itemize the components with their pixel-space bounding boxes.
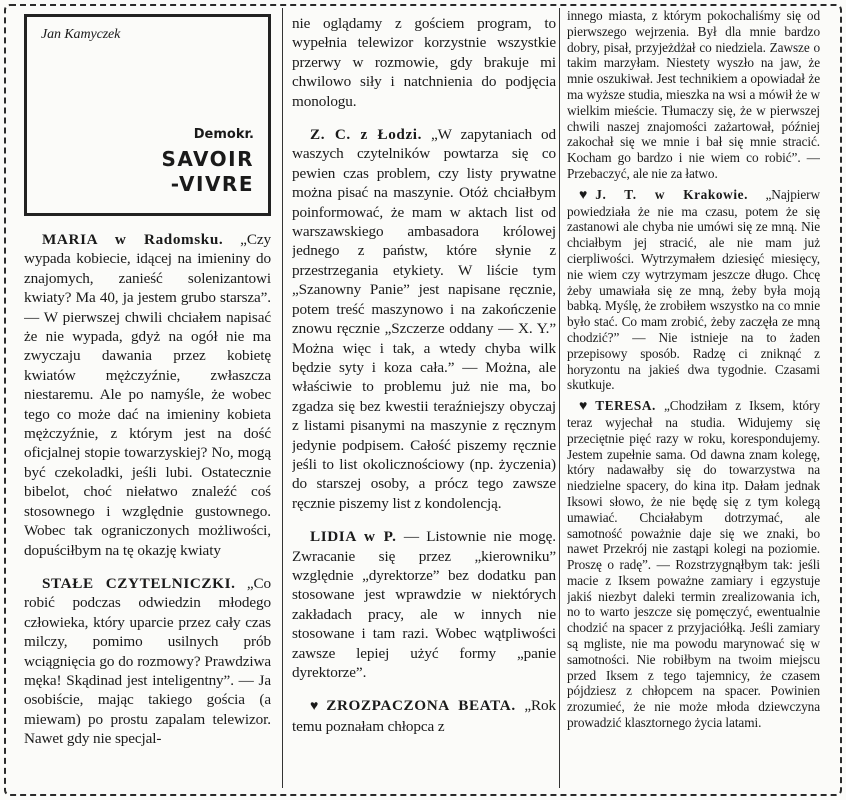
letter-maria bbox=[24, 230, 271, 560]
letter-body: „Czy wypada kobiecie, idącej na imieniny do znajomych, zanieść solenizantowi kwiaty? Ma 40, ja jestem grubo starsza”. — W pierwszej chwili chciałem napisać że nie wypada, gdyż na ogół nie ma zwyczaju dawania przez kobietę kwiatów mężczyźnie, zwłaszcza niestaremu. Ale po namyśle, że wobec tego co może dać na imieniny kobieta mężczyźnie, z którym jest na dość oficjalnej stopie towarzyskiej? No, mogą być czekoladki, jeśli lubi. Ostatecznie bibelot, choć niełatwo znaleźć coś stosownego i względnie gustownego. Wobec tak ograniczonych możliwości, dopuściłbym na tę okazję kwiaty bbox=[24, 231, 271, 559]
letter-heading: MARIA w Radomsku. bbox=[42, 231, 224, 248]
rubric-header-box bbox=[24, 14, 271, 216]
heart-icon: ♥ bbox=[310, 699, 319, 715]
letter-body: — Listownie nie mogę. Zwracanie się przez „kierowniku” względnie „dyrektorze” bez dodatku pan stosowane jest wprawdzie w niektórych zakładach pracy, ale w innych nie stosowane i tam razi. Wobec wątpliwości zawsze lepiej użyć formy „panie dyrektorze”. bbox=[292, 528, 556, 681]
letter-zrozpaczona-beata bbox=[292, 696, 556, 736]
column-2 bbox=[292, 14, 556, 784]
letter-heading: TERESA. bbox=[595, 398, 656, 414]
rubric-title-line-1: SAVOIR bbox=[161, 147, 254, 172]
author-name: Jan Kamyczek bbox=[41, 27, 121, 42]
letter-body: „W zapytaniach od waszych czytelników powtarza się co pewien czas problem, czy listy prywatne można pisać na maszynie. Otóż chciałbym poinformować, że mam w aktach list od warszawskiego ambasadora królowej jednego z państw, które słynie z przestrzegania etykiety. W liście tym „Szanowny Panie” jest napisane ręcznie, potem treść maszynowo i na zakończenie znowu ręcznie „Szczerze oddany — X. Y.” Można więc i tak, a wtedy chyba wilk będzie syty i koza cała.” — Można, ale właściwie to problemu już nie ma, bo zgadza się bez kwestii teraźniejszy obyczaj z listami pisanymi na maszynie z ręcznym jedynie podpisem. Całość piszemy ręcznie jeśli to list okolicznościowy (np. życzenia) do starszej osoby, a prócz tego zawsze ręcznie piszemy list z kondolencją. bbox=[292, 126, 556, 512]
letter-heading: ZROZPACZONA BEATA. bbox=[326, 697, 516, 715]
column-1 bbox=[24, 14, 271, 784]
letter-body: „Najpierw powiedziała że nie ma czasu, potem że się zastanowi ale chyba nie umówi się ze mną. Nie chciałbym jej stracić, ale nie mam już cierpliwości. Wytrzymałem dziesięć miesięcy, nie wiem czy wytrzymam jeszcze długo. Chcę żeby umawiała się ze mną, żeby była moją babką. Myślę, że zrobiłem wszystko na co mnie było stać. Co mam zrobić, żeby zaczęła ze mną chodzić?” — Nie istnieje na to żaden przepisowy sposób. Radzę ci zniknąć z horyzontu na jakieś dwa tygodnie. Czasami skutkuje. bbox=[567, 186, 820, 393]
column-rule bbox=[282, 8, 283, 788]
letter-heading: Z. C. z Łodzi. bbox=[310, 126, 423, 144]
letter-body: „Rok temu poznałam chłopca z bbox=[292, 697, 556, 735]
column-rule bbox=[559, 8, 560, 788]
letter-body: „Chodziłam z Iksem, który teraz wyjechał na studia. Widujemy się przeciętnie pięć razy w roku, korespondujemy. Jestem zupełnie sama. Od dawna znam kolegę, który nadawałby się do towarzystwa na niedzielne spacery, do kina itp. Dałam jednak Iksowi słowo, że nie będę się z tym kolegą umawiać. Chciałabym dotrzymać, ale samotność poważnie daje się we znaki, bo nawet Przekrój nie zastąpi kolegi na poziomie. Proszę o radę”. — Rozstrzygnąłbym tak: jeśli macie z Iksem poważne zamiary i egzystuje jakiś niezbyt daleki termin zrealizowania ich, no to warto jeszcze się pomęczyć, ewentualnie chodzić na spacer z przyjaciółką. Jeśli zamiary są mgliste, nie ma powodu marynować się w samotności. Nie robiłbym na twoim miejscu przed Iksem z tego tajemnicy, że czasem pójdziesz z chłopcem na spacer. Powinien zrozumieć, że nie może młoda dziewczyna prowadzić klasztornego życia latami. bbox=[567, 398, 820, 731]
letter-heading: LIDIA w P. bbox=[310, 528, 397, 546]
letter-lidia bbox=[292, 527, 556, 682]
rubric-title bbox=[162, 125, 255, 197]
letter-stale-czytelniczki bbox=[24, 574, 271, 749]
letter-heading: J. T. w Krakowie. bbox=[595, 186, 749, 202]
heart-icon: ♥ bbox=[579, 187, 588, 203]
letter-heading: STAŁE CZYTELNICZKI. bbox=[42, 574, 236, 592]
letter-continuation: innego miasta, z którym pokochaliśmy się od pierwszego wejrzenia. Był dla mnie bardzo dobry, pisał, przyjeżdżał co niedziela. Zawsze o takim marzyłam. Niestety wyszło na jaw, że mnie oszukiwał. Jest technikiem a opowiadał że ma wyższe studia, mieszka na wsi a mówił że w wielkim mieście. Tłumaczy się, że w pierwszej chwili naszej znajomości zażartował, później zakochał się we mnie i bał się mnie stracić. Kocham go bardzo i nie wiem co robić”. — Przebaczyć, ale nie za łatwo. bbox=[567, 8, 820, 181]
rubric-subtitle: Demokr. bbox=[193, 127, 254, 142]
heart-icon: ♥ bbox=[579, 399, 588, 415]
letter-continuation: nie oglądamy z gościem program, to wypełnia telewizor korzystnie wszystkie przerwy w rozmowie, gdy brakuje mi chwilowo siły i natchnienia do podjęcia monologu. bbox=[292, 15, 556, 110]
rubric-title-line-2: -VIVRE bbox=[170, 172, 254, 197]
letter-body: „Co robić podczas odwiedzin młodego człowieka, który uparcie przez cały czas milczy, pomimo usilnych prób wciągnięcia go do rozmowy? Prawdziwa męka! Skądinad jest inteligentny”. — Ja osobiście, mając takiego gościa (a miewam) po prostu zapalam telewizor. Nawet gdy nie specjal- bbox=[24, 574, 271, 748]
column-3 bbox=[567, 8, 820, 784]
letter-zc-lodz bbox=[292, 125, 556, 513]
letter-teresa bbox=[567, 398, 820, 731]
letter-jt-krakow bbox=[567, 187, 820, 393]
